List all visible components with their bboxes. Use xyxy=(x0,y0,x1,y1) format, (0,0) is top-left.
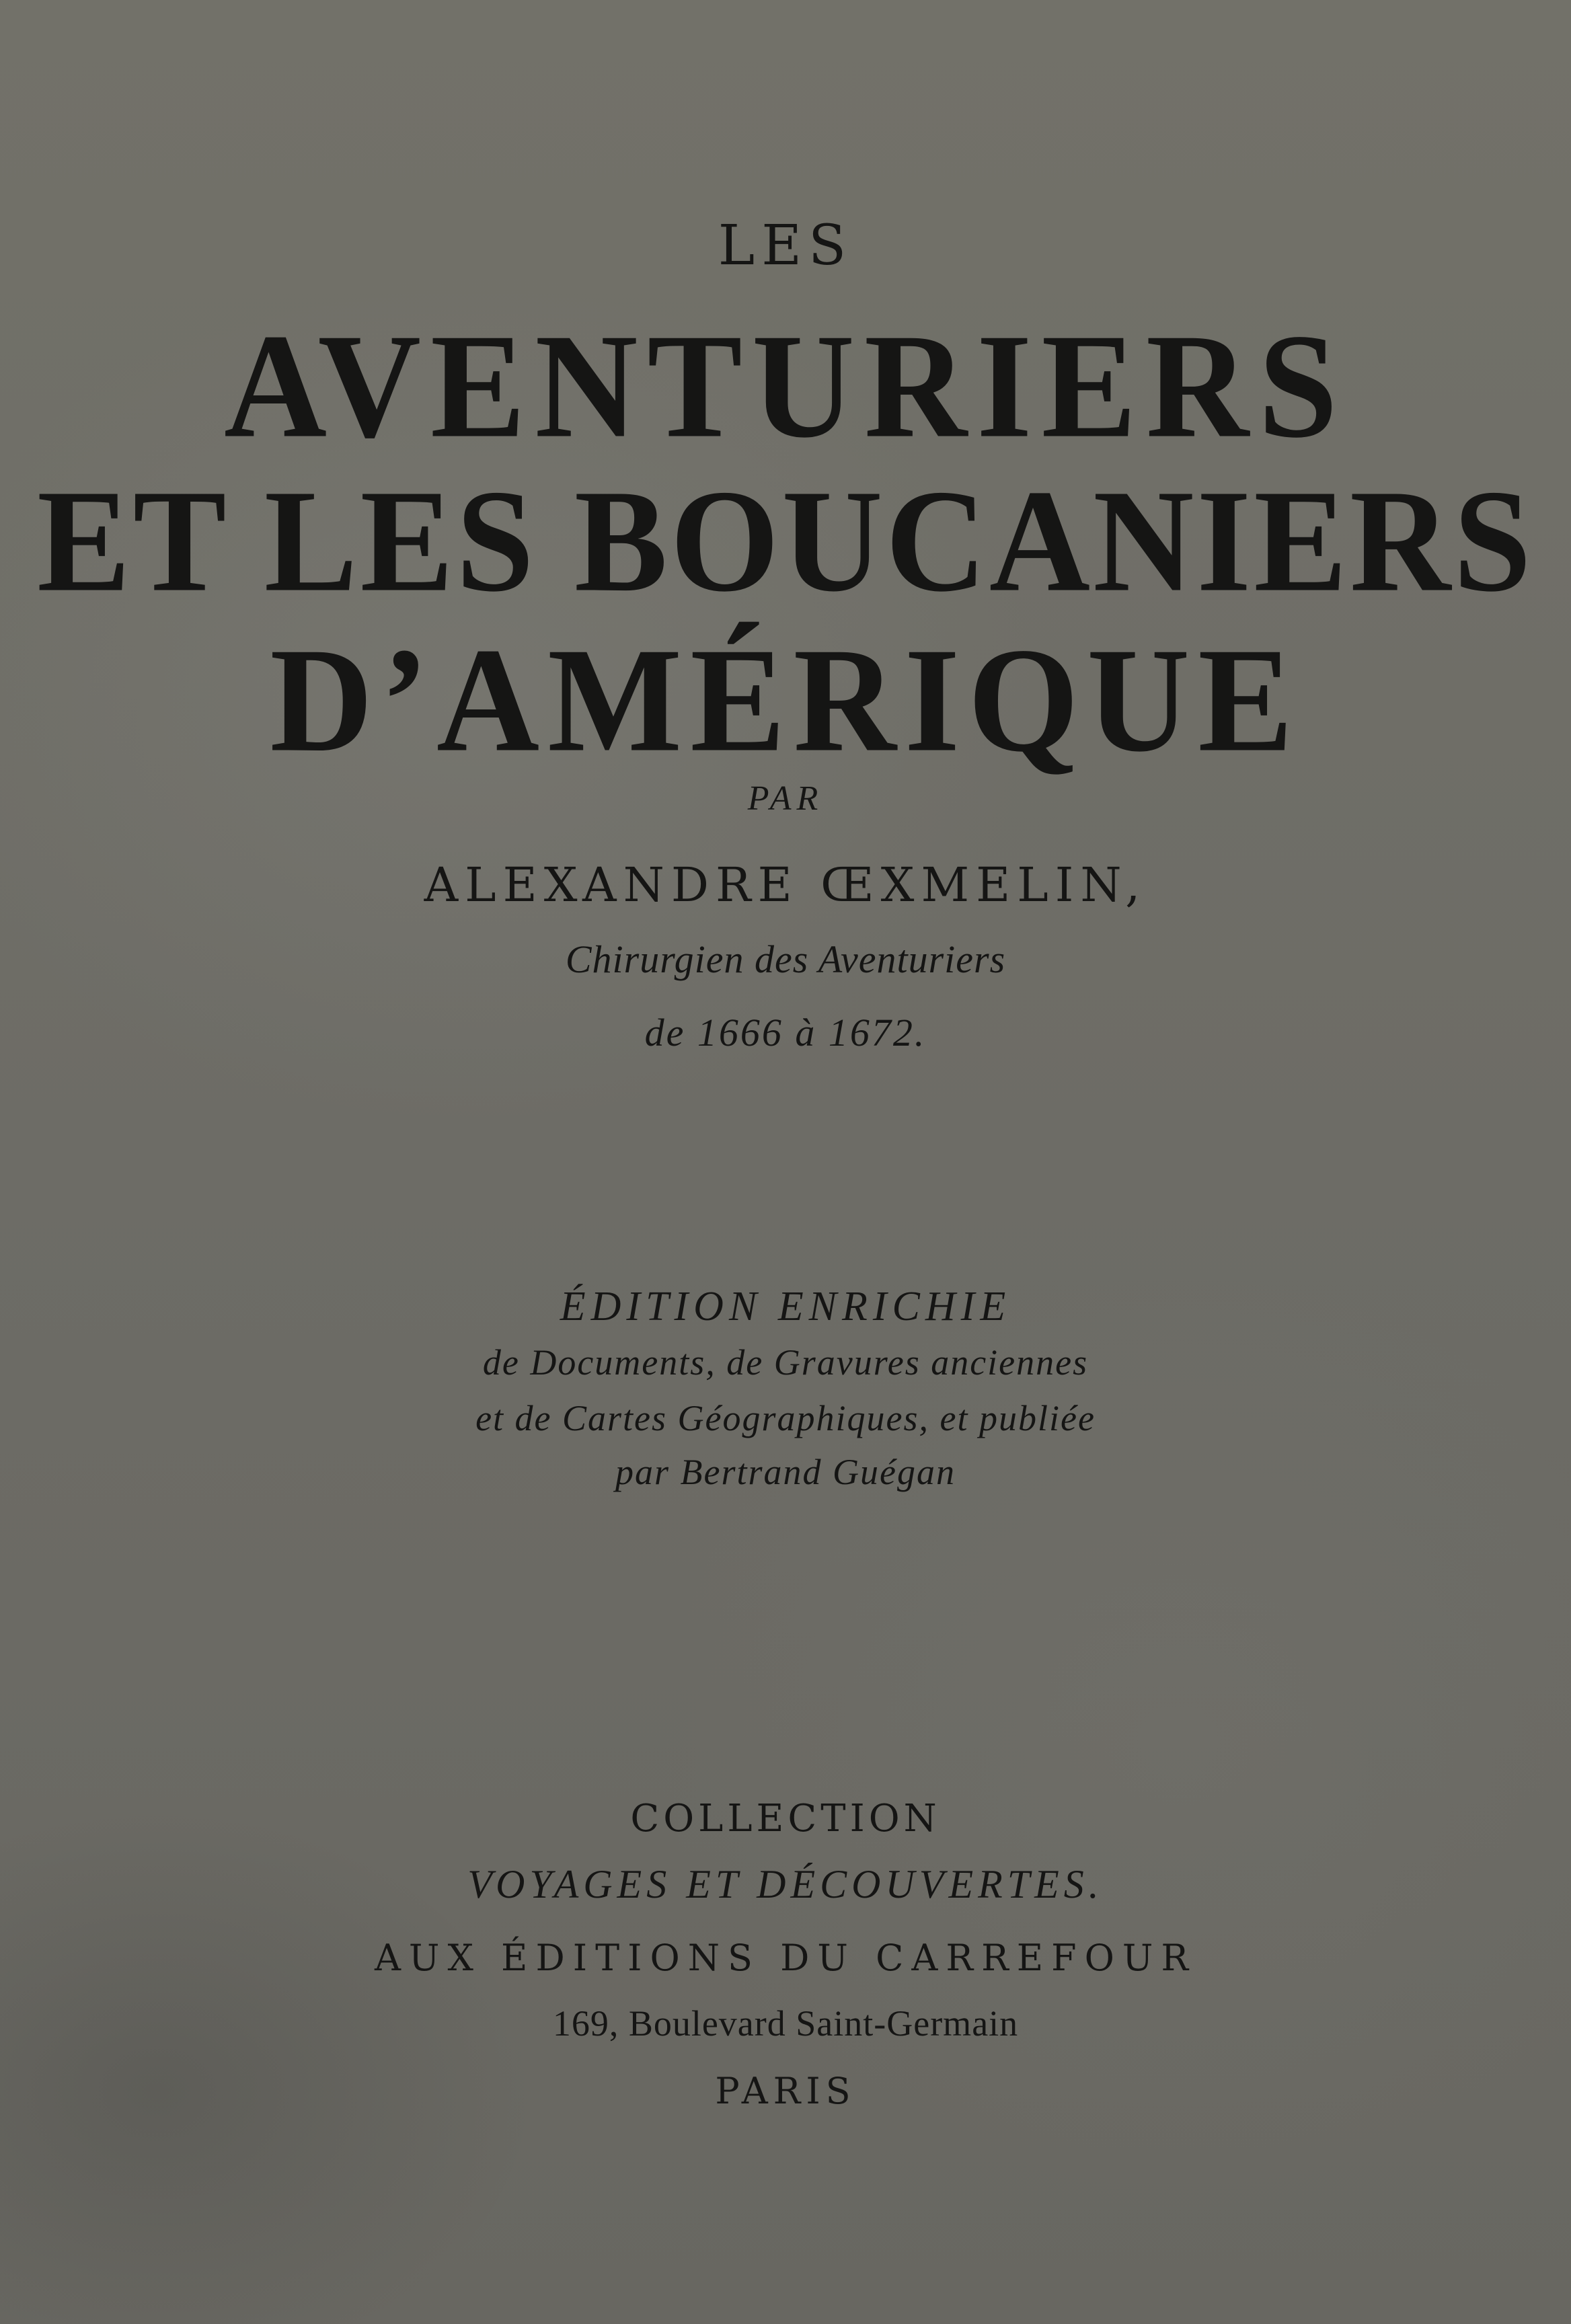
author-name: ALEXANDRE ŒXMELIN, xyxy=(424,857,1147,913)
title-line-aventuriers: AVENTURIERS xyxy=(224,303,1347,469)
title-line-amerique: D’AMÉRIQUE xyxy=(270,617,1301,783)
author-role: Chirurgien des Aventuriers xyxy=(565,937,1006,981)
title-les: LES xyxy=(718,214,853,278)
edition-line-2: et de Cartes Géographiques, et publiée xyxy=(475,1398,1096,1438)
edition-heading: ÉDITION ENRICHIE xyxy=(560,1284,1011,1329)
author-par: PAR xyxy=(747,779,824,818)
imprint-publisher: AUX ÉDITIONS DU CARREFOUR xyxy=(374,1937,1197,1979)
imprint-collection: COLLECTION xyxy=(630,1797,941,1841)
imprint-address: 169, Boulevard Saint-Germain xyxy=(552,2003,1019,2044)
title-line-boucaniers: ET LES BOUCANIERS xyxy=(37,459,1534,622)
imprint-series: VOYAGES ET DÉCOUVERTES. xyxy=(467,1862,1104,1906)
author-dates: de 1666 à 1672. xyxy=(644,1011,927,1054)
edition-line-1: de Documents, de Gravures anciennes xyxy=(482,1342,1089,1383)
imprint-city: PARIS xyxy=(715,2070,856,2112)
edition-line-3: par Bertrand Guégan xyxy=(615,1452,956,1492)
